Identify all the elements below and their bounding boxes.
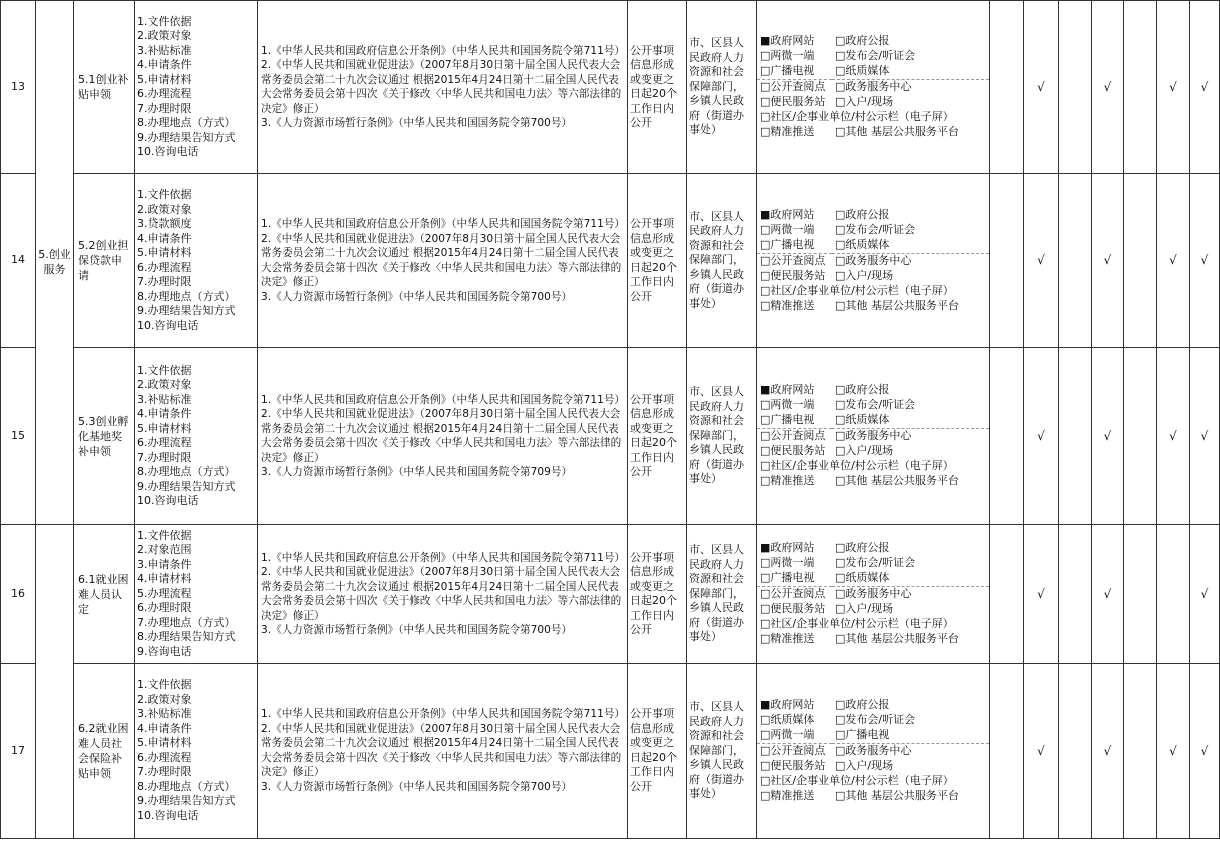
channels-cell (757, 525, 990, 664)
basis-item: 2.《中华人民共和国就业促进法》（2007年8月30日第十届全国人民代表大会常务委员会第二十九次会议通过 根据2015年4月24日第十二届全国人民代表大会常务委员会第十四次《关于修改〈中华人民共和国电力法〉等六部法律的决定》修正） (261, 59, 622, 115)
content-item: 5.申请材料 (137, 421, 192, 435)
channel-option: □政务服务中心 (835, 253, 912, 267)
content-item: 4.申请条件 (137, 58, 192, 72)
content-item: 5.办理流程 (137, 586, 192, 600)
content-item: 3.贷款额度 (137, 217, 192, 231)
channel-option: ■政府网站 (760, 383, 815, 397)
content-item: 9.办理结果告知方式 (137, 304, 236, 318)
channel-option: □入户/现场 (835, 268, 894, 282)
channel-option: □广播电视 (757, 571, 832, 587)
subitem-cell: 5.3创业孵化基地奖补申领 (74, 348, 135, 525)
channels-list (757, 208, 989, 314)
department-cell: 市、区县人民政府人力资源和社会保障部门，乡镇人民政府（街道办事处） (687, 1, 757, 174)
contents-cell (135, 1, 258, 174)
basis-item: 1.《中华人民共和国政府信息公开条例》（中华人民共和国国务院令第711号） (261, 218, 626, 231)
check-mark: √ (1092, 1, 1124, 174)
channel-option: □发布会/听证会 (835, 222, 916, 236)
time-limit-cell: 公开事项信息形成或变更之日起20个工作日内公开 (628, 525, 687, 664)
basis-cell (258, 525, 628, 664)
content-item: 5.申请材料 (137, 736, 192, 750)
time-limit-cell: 公开事项信息形成或变更之日起20个工作日内公开 (628, 348, 687, 525)
basis-cell (258, 663, 628, 838)
content-item: 7.办理时限 (137, 101, 192, 115)
channel-option: □广播电视 (757, 413, 832, 429)
content-item: 4.申请材料 (137, 572, 192, 586)
channel-option: □两微一端 (760, 222, 815, 236)
channel-option: □入户/现场 (835, 602, 894, 616)
time-limit-cell: 公开事项信息形成或变更之日起20个工作日内公开 (628, 174, 687, 348)
channel-option: □政府公报 (835, 698, 890, 712)
category-cell (36, 525, 74, 839)
channel-option: □广播电视 (832, 728, 989, 744)
check-mark: √ (1157, 663, 1190, 838)
check-mark: √ (1190, 525, 1220, 664)
channel-option: ■政府网站 (760, 698, 815, 712)
channels-list (757, 34, 989, 140)
channel-option: □广播电视 (757, 238, 832, 254)
contents-cell (135, 663, 258, 838)
content-item: 6.办理时限 (137, 601, 192, 615)
check-mark (1124, 174, 1157, 348)
check-mark (990, 525, 1024, 664)
content-item: 2.政策对象 (137, 378, 192, 392)
content-item: 10.咨询电话 (137, 808, 199, 822)
check-mark (1059, 525, 1092, 664)
channel-option: □入户/现场 (835, 759, 894, 773)
content-item: 8.办理地点（方式） (137, 289, 236, 303)
check-mark: √ (1024, 1, 1059, 174)
check-mark (990, 174, 1024, 348)
content-item: 1.文件依据 (137, 678, 192, 692)
channel-option: □纸质媒体 (832, 238, 989, 254)
content-item: 1.文件依据 (137, 528, 192, 542)
channel-option: □其他 基层公共服务平台 (835, 632, 959, 646)
content-item: 4.申请条件 (137, 231, 192, 245)
content-item: 8.办理地点（方式） (137, 116, 236, 130)
content-item: 6.办理流程 (137, 260, 192, 274)
subitem-cell: 5.2创业担保贷款申请 (74, 174, 135, 348)
channel-option: □纸质媒体 (832, 64, 989, 80)
channels-cell (757, 663, 990, 838)
basis-item: 2.《中华人民共和国就业促进法》（2007年8月30日第十届全国人民代表大会常务委员会第二十九次会议通过 根据2015年4月24日第十二届全国人民代表大会常务委员会第十四次《关于修改〈中华人民共和国电力法〉等六部法律的决定》修正） (261, 408, 622, 464)
channel-option: ■政府网站 (760, 34, 815, 48)
table-row (1, 174, 1220, 348)
basis-item: 3.《人力资源市场暂行条例》（中华人民共和国国务院令第700号） (261, 780, 573, 793)
check-mark: √ (1190, 663, 1220, 838)
basis-item: 2.《中华人民共和国就业促进法》（2007年8月30日第十届全国人民代表大会常务委员会第二十九次会议通过 根据2015年4月24日第十二届全国人民代表大会常务委员会第十四次《关于修改〈中华人民共和国电力法〉等六部法律的决定》修正） (261, 232, 622, 289)
content-item: 3.补贴标准 (137, 43, 192, 57)
content-item: 9.办理结果告知方式 (137, 130, 236, 144)
time-limit-cell: 公开事项信息形成或变更之日起20个工作日内公开 (628, 663, 687, 838)
check-mark: √ (1157, 174, 1190, 348)
channel-option: ■政府网站 (760, 207, 815, 221)
table-row (1, 1, 1220, 174)
channel-option: □公开查阅点 (760, 429, 826, 443)
channel-option: □公开查阅点 (760, 587, 826, 601)
channel-option: □便民服务站 (760, 268, 826, 282)
channel-option: □两微一端 (760, 49, 815, 63)
channel-option: □发布会/听证会 (835, 49, 916, 63)
check-mark: √ (1190, 348, 1220, 525)
subitem-cell: 6.2就业困难人员社会保险补贴申领 (74, 663, 135, 838)
basis-item: 1.《中华人民共和国政府信息公开条例》（中华人民共和国国务院令第711号） (261, 393, 626, 406)
check-mark: √ (1190, 174, 1220, 348)
check-mark: √ (1024, 348, 1059, 525)
department-cell: 市、区县人民政府人力资源和社会保障部门，乡镇人民政府（街道办事处） (687, 525, 757, 664)
category-cell (36, 1, 74, 525)
check-mark (1124, 348, 1157, 525)
check-mark: √ (1024, 525, 1059, 664)
channel-option: □便民服务站 (760, 444, 826, 458)
channel-option: □发布会/听证会 (835, 398, 916, 412)
content-item: 6.办理流程 (137, 87, 192, 101)
content-item: 10.咨询电话 (137, 494, 199, 508)
content-item: 1.文件依据 (137, 188, 192, 202)
content-item: 9.办理结果告知方式 (137, 479, 236, 493)
channel-option: □便民服务站 (760, 95, 826, 109)
row-number: 17 (1, 663, 36, 838)
channel-option: □政务服务中心 (835, 429, 912, 443)
check-mark (1124, 1, 1157, 174)
channel-option: □纸质媒体 (760, 713, 815, 727)
channel-option: □社区/企事业单位/村公示栏（电子屏） (760, 110, 954, 124)
channel-option: □便民服务站 (760, 602, 826, 616)
channels-cell (757, 174, 990, 348)
basis-cell (258, 348, 628, 525)
channel-option: □社区/企事业单位/村公示栏（电子屏） (760, 283, 954, 297)
check-mark: √ (1092, 348, 1124, 525)
content-item: 1.文件依据 (137, 14, 192, 28)
channel-option: □其他 基层公共服务平台 (835, 125, 959, 139)
channel-option: □社区/企事业单位/村公示栏（电子屏） (760, 617, 954, 631)
channel-option: □纸质媒体 (832, 571, 989, 587)
check-mark: √ (1092, 174, 1124, 348)
check-mark (990, 663, 1024, 838)
row-number: 16 (1, 525, 36, 664)
channel-option: □政务服务中心 (835, 80, 912, 94)
check-mark: √ (1024, 174, 1059, 348)
content-item: 7.办理地点（方式） (137, 615, 236, 629)
content-item: 10.咨询电话 (137, 318, 199, 332)
channel-option: □入户/现场 (835, 95, 894, 109)
check-mark: √ (1157, 1, 1190, 174)
channel-option: □精准推送 (760, 632, 815, 646)
check-mark (1059, 663, 1092, 838)
check-mark (1059, 174, 1092, 348)
channel-option: □政府公报 (835, 541, 890, 555)
row-number: 13 (1, 1, 36, 174)
table-row (1, 348, 1220, 525)
channels-list (757, 541, 989, 647)
content-item: 4.申请条件 (137, 721, 192, 735)
content-item: 2.政策对象 (137, 692, 192, 706)
content-item: 5.申请材料 (137, 246, 192, 260)
department-cell: 市、区县人民政府人力资源和社会保障部门，乡镇人民政府（街道办事处） (687, 348, 757, 525)
channel-option: □公开查阅点 (760, 80, 826, 94)
contents-cell (135, 348, 258, 525)
content-item: 7.办理时限 (137, 275, 192, 289)
department-cell: 市、区县人民政府人力资源和社会保障部门，乡镇人民政府（街道办事处） (687, 174, 757, 348)
content-item: 7.办理时限 (137, 765, 192, 779)
content-item: 3.补贴标准 (137, 707, 192, 721)
basis-item: 3.《人力资源市场暂行条例》（中华人民共和国国务院令第700号） (261, 624, 573, 637)
content-item: 6.办理流程 (137, 750, 192, 764)
channel-option: □社区/企事业单位/村公示栏（电子屏） (760, 459, 954, 473)
content-item: 10.咨询电话 (137, 145, 199, 159)
channel-option: □精准推送 (760, 125, 815, 139)
check-mark (990, 348, 1024, 525)
check-mark (1124, 663, 1157, 838)
channel-option: □精准推送 (760, 298, 815, 312)
channels-list (757, 698, 989, 804)
channel-option: □其他 基层公共服务平台 (835, 298, 959, 312)
channel-option: □入户/现场 (835, 444, 894, 458)
channel-option: □发布会/听证会 (835, 713, 916, 727)
contents-cell (135, 174, 258, 348)
channel-option: □两微一端 (760, 556, 815, 570)
channel-option: □精准推送 (760, 474, 815, 488)
channel-option: □发布会/听证会 (835, 556, 916, 570)
channel-option: ■政府网站 (760, 541, 815, 555)
content-item: 8.办理地点（方式） (137, 465, 236, 479)
time-limit-cell: 公开事项信息形成或变更之日起20个工作日内公开 (628, 1, 687, 174)
channel-option: □便民服务站 (760, 759, 826, 773)
table-row (1, 663, 1220, 838)
channel-option: □政府公报 (835, 207, 890, 221)
check-mark: √ (1092, 525, 1124, 664)
basis-cell (258, 1, 628, 174)
basis-item: 3.《人力资源市场暂行条例》（中华人民共和国国务院令第709号） (261, 466, 573, 479)
check-mark (990, 1, 1024, 174)
subitem-cell: 6.1就业困难人员认定 (74, 525, 135, 664)
content-item: 3.补贴标准 (137, 392, 192, 406)
channels-list (757, 383, 989, 489)
content-item: 6.办理流程 (137, 436, 192, 450)
content-item: 2.政策对象 (137, 29, 192, 43)
basis-cell (258, 174, 628, 348)
check-mark (1059, 348, 1092, 525)
basis-item: 3.《人力资源市场暂行条例》（中华人民共和国国务院令第700号） (261, 117, 573, 130)
row-number: 14 (1, 174, 36, 348)
check-mark: √ (1190, 1, 1220, 174)
channel-option: □两微一端 (760, 398, 815, 412)
check-mark: √ (1024, 663, 1059, 838)
table-row (1, 525, 1220, 664)
channel-option: □公开查阅点 (760, 744, 826, 758)
channel-option: □政府公报 (835, 34, 890, 48)
channel-option: □政务服务中心 (835, 744, 912, 758)
department-cell: 市、区县人民政府人力资源和社会保障部门，乡镇人民政府（街道办事处） (687, 663, 757, 838)
content-item: 9.办理结果告知方式 (137, 794, 236, 808)
content-item: 9.咨询电话 (137, 644, 192, 658)
content-item: 8.办理结果告知方式 (137, 630, 236, 644)
basis-item: 2.《中华人民共和国就业促进法》（2007年8月30日第十届全国人民代表大会常务委员会第二十九次会议通过 根据2015年4月24日第十二届全国人民代表大会常务委员会第十四次《关于修改〈中华人民共和国电力法〉等六部法律的决定》修正） (261, 722, 622, 779)
subitem-cell: 5.1创业补贴申领 (74, 1, 135, 174)
channel-option: □公开查阅点 (760, 253, 826, 267)
basis-item: 2.《中华人民共和国就业促进法》（2007年8月30日第十届全国人民代表大会常务委员会第二十九次会议通过 根据2015年4月24日第十二届全国人民代表大会常务委员会第十四次《关于修改〈中华人民共和国电力法〉等六部法律的决定》修正） (261, 566, 622, 622)
basis-item: 1.《中华人民共和国政府信息公开条例》（中华人民共和国国务院令第711号） (261, 44, 626, 57)
content-item: 2.对象范围 (137, 543, 192, 557)
basis-item: 1.《中华人民共和国政府信息公开条例》（中华人民共和国国务院令第711号） (261, 551, 626, 564)
channels-cell (757, 348, 990, 525)
channel-option: □其他 基层公共服务平台 (835, 474, 959, 488)
content-item: 4.申请条件 (137, 407, 192, 421)
content-item: 5.申请材料 (137, 72, 192, 86)
channel-option: □政府公报 (835, 383, 890, 397)
check-mark (1124, 525, 1157, 664)
channel-option: □纸质媒体 (832, 413, 989, 429)
check-mark: √ (1157, 348, 1190, 525)
channel-option: □精准推送 (760, 789, 815, 803)
category-label: 5.创业服务 (38, 248, 71, 276)
channel-option: □社区/企事业单位/村公示栏（电子屏） (760, 774, 954, 788)
content-item: 1.文件依据 (137, 363, 192, 377)
channel-option: □其他 基层公共服务平台 (835, 789, 959, 803)
basis-item: 1.《中华人民共和国政府信息公开条例》（中华人民共和国国务院令第711号） (261, 708, 626, 721)
basis-item: 3.《人力资源市场暂行条例》（中华人民共和国国务院令第700号） (261, 290, 573, 303)
row-number: 15 (1, 348, 36, 525)
check-mark: √ (1092, 663, 1124, 838)
content-item: 3.申请条件 (137, 557, 192, 571)
contents-cell (135, 525, 258, 664)
channel-option: □两微一端 (757, 728, 832, 744)
check-mark (1157, 525, 1190, 664)
content-item: 8.办理地点（方式） (137, 779, 236, 793)
channels-cell (757, 1, 990, 174)
channel-option: □政务服务中心 (835, 587, 912, 601)
content-item: 7.办理时限 (137, 450, 192, 464)
channel-option: □广播电视 (757, 64, 832, 80)
check-mark (1059, 1, 1092, 174)
content-item: 2.政策对象 (137, 202, 192, 216)
